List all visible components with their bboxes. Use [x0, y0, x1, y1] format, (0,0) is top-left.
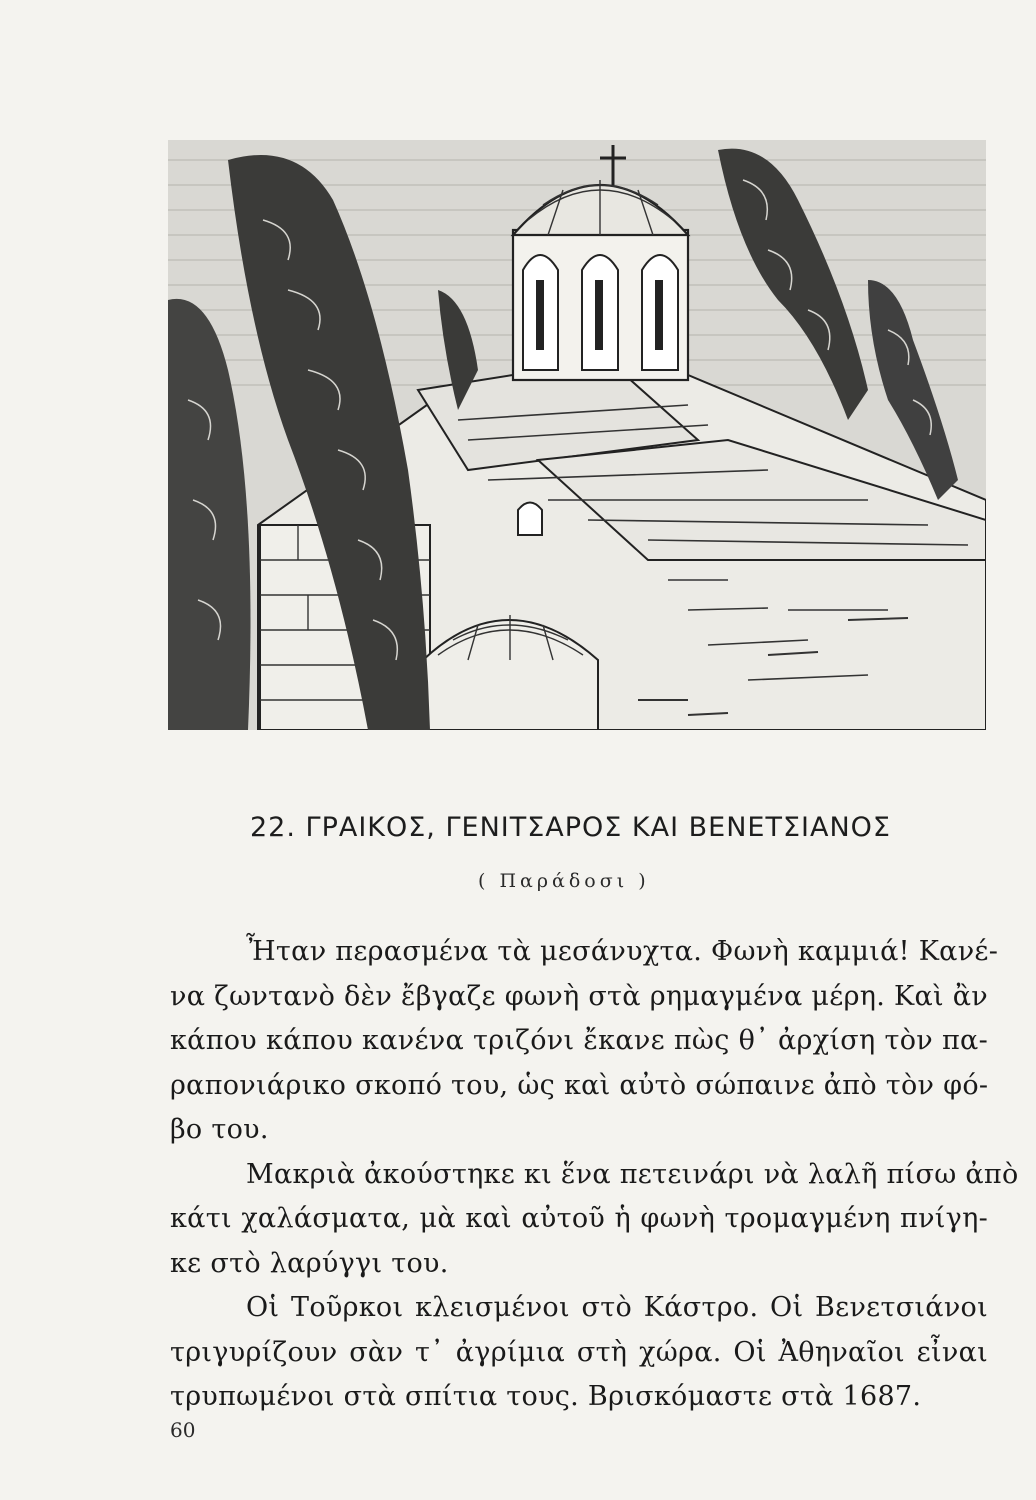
church-dome-cypress-icon — [168, 140, 986, 730]
text-line: τρυπωμένοι στὰ σπίτια τους. Βρισκόμαστε στὰ 1687. — [170, 1381, 922, 1412]
text-line: να ζωντανὸ δὲν ἔβγαζε φωνὴ στὰ ρημαγμένα μέρη. Καὶ ἂν — [170, 980, 989, 1012]
paragraph — [170, 1286, 988, 1420]
text-line: κάπου κάπου κανένα τριζόνι ἔκανε πὼς θ᾿ ἀρχίση τὸν πα- — [170, 1025, 988, 1056]
text-line: Ἦταν περασμένα τὰ μεσάνυχτα. Φωνὴ καμμιά! Κανέ- — [246, 936, 999, 967]
text-line: κε στὸ λαρύγγι του. — [170, 1247, 449, 1279]
chapter-title: 22. ΓΡΑΙΚΟΣ, ΓΕΝΙΤΣΑΡΟΣ ΚΑΙ ΒΕΝΕΤΣΙΑΝΟΣ — [250, 812, 891, 843]
page-number: 60 — [170, 1418, 196, 1442]
text-line: ραπονιάρικο σκοπό του, ὡς καὶ αὐτὸ σώπαινε ἀπὸ τὸν φό- — [170, 1069, 989, 1101]
text-line: βο του. — [170, 1114, 269, 1145]
paragraph — [170, 1153, 1019, 1287]
paragraph — [170, 930, 999, 1153]
text-line: τριγυρίζουν σὰν τ᾿ ἀγρίμια στὴ χώρα. Οἱ Ἀθηναῖοι εἶναι — [170, 1336, 988, 1368]
chapter-subtitle: ( Παράδοσι ) — [478, 870, 650, 892]
text-line: κάτι χαλάσματα, μὰ καὶ αὐτοῦ ἡ φωνὴ τρομαγμένη πνίγη- — [170, 1203, 988, 1234]
church-illustration — [168, 140, 986, 730]
text-line: Μακριὰ ἀκούστηκε κι ἕνα πετεινάρι νὰ λαλῆ πίσω ἀπὸ — [246, 1158, 1019, 1190]
body-text — [170, 930, 1019, 1420]
text-line: Οἱ Τοῦρκοι κλεισμένοι στὸ Κάστρο. Οἱ Βενετσιάνοι — [246, 1292, 988, 1323]
